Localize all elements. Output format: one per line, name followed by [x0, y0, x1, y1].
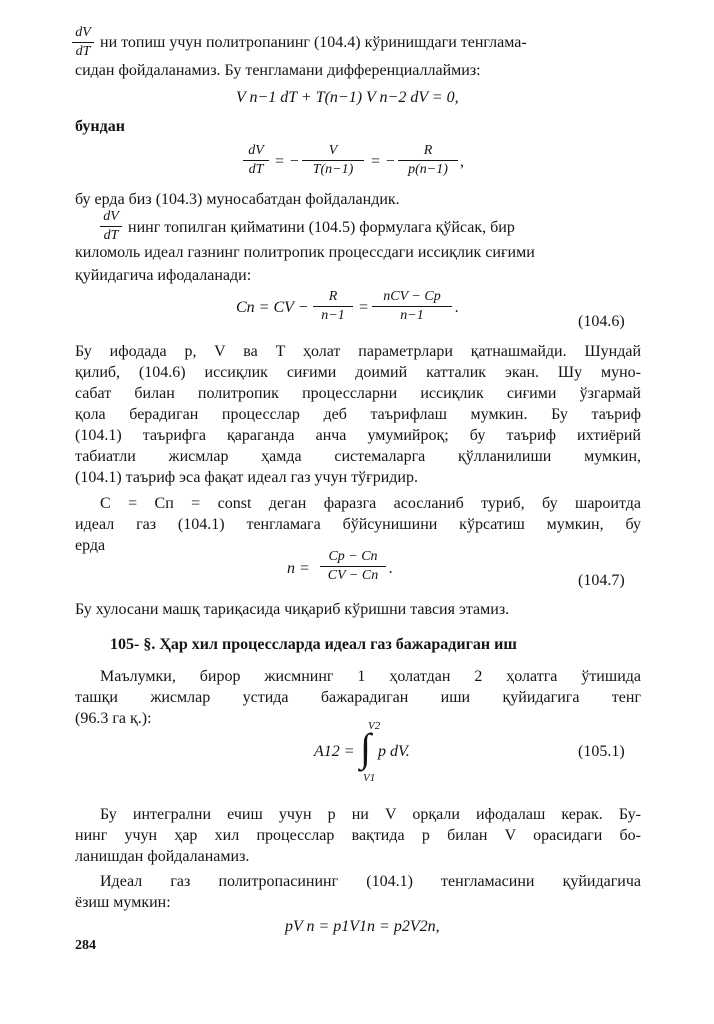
- heat-fraction: [100, 209, 122, 244]
- section-heading: 105- §. Ҳар хил процессларда идеал газ бажарадиган иш: [110, 636, 517, 653]
- const-line-2: қилиб, (104.6) иссиқлик сиғими доимий катталик экан. Шу муно-: [75, 364, 641, 381]
- heat-line-1: нинг топилган қийматини (104.5) формулага қўйсак, бир: [128, 219, 515, 236]
- intro-fraction: [72, 25, 94, 60]
- ratio-rhs-fraction: [398, 143, 458, 178]
- note-104-3: бу ерда биз (104.3) муносабатдан фойдаландик.: [75, 191, 400, 208]
- const-line-3: сабат билан политропик процессларни иссиқлик сиғими ўзгармай: [75, 385, 641, 402]
- eq-1051-integrand: p dV.: [378, 743, 410, 760]
- ratio-mid-num: V: [328, 143, 338, 158]
- eq-1051-lhs: A12 =: [314, 743, 355, 760]
- intro-frac-num: dV: [75, 25, 91, 40]
- integral-line-2: нинг учун ҳар хил процесслар вақтида p билан V орасидаги бо-: [75, 827, 641, 844]
- const-line-4: қола берадиган процесслар деб таърифлаш мумкин. Бу таъриф: [75, 406, 641, 423]
- equation-differential: V n−1 dT + T(n−1) V n−2 dV = 0,: [236, 89, 459, 106]
- intro-line-2: сидан фойдаланамиз. Бу тенгламани дифференциаллаймиз:: [75, 62, 481, 79]
- eq-1051-lower-limit: V1: [363, 772, 376, 784]
- ratio-lhs-fraction: [243, 143, 269, 178]
- integral-line-1: Бу интегрални ечиш учун p ни V орқали ифодалаш керак. Бу-: [100, 806, 641, 823]
- heat-frac-num: dV: [103, 209, 119, 224]
- integral-sign: ∫: [360, 725, 371, 770]
- const-line-5: (104.1) таърифга қараганда анча умумийроқ; бу таъриф ихтиёрий: [75, 427, 641, 444]
- integral-line-3: ланишдан фойдаланамиз.: [75, 848, 250, 865]
- assume-line-1: C = Cп = const деган фаразга асосланиб туриб, бу шароитда: [100, 495, 641, 512]
- ratio-eq-sign-2: = −: [370, 153, 396, 170]
- work-line-3: (96.3 га қ.):: [75, 710, 152, 727]
- word-bundan: бундан: [75, 118, 125, 135]
- eq-polytrope: pV n = p1V1n = p2V2n,: [285, 918, 440, 935]
- eq-1046-tail: .: [455, 299, 459, 316]
- eq-1047-num: Cp − Cп: [328, 549, 378, 564]
- intro-line-1: ни топиш учун политропанинг (104.4) кўринишдаги тенглама-: [100, 34, 527, 51]
- eq-1046-f2-den: n−1: [400, 308, 424, 323]
- eq-1046-equals: =: [358, 299, 369, 316]
- ratio-tail: ,: [460, 153, 464, 170]
- eq-1046-frac-2: [372, 289, 452, 324]
- ratio-rhs-den: p(n−1): [408, 162, 448, 177]
- eq-1046-lhs: Cп = CV −: [236, 299, 309, 316]
- eq-1046-frac-1: [313, 289, 353, 324]
- eq-1047-number: (104.7): [578, 572, 625, 589]
- intro-frac-den: dT: [75, 44, 91, 59]
- exercise-note: Бу хулосани машқ тариқасида чиқариб кўришни тавсия этамиз.: [75, 601, 510, 618]
- ratio-lhs-num: dV: [248, 143, 264, 158]
- assume-line-2: идеал газ (104.1) тенгламага бўйсунишини кўрсатиш мумкин, бу: [75, 516, 641, 533]
- eq-1046-number: (104.6): [578, 313, 625, 330]
- eq-1047-tail: .: [389, 560, 393, 577]
- eq-1047-fraction: [320, 549, 386, 584]
- heat-frac-den: dT: [103, 228, 119, 243]
- page-number: 284: [75, 938, 96, 953]
- eq-1046-f1-den: n−1: [321, 308, 345, 323]
- work-line-1: Маълумки, бирор жисмнинг 1 ҳолатдан 2 ҳолатга ўтишида: [100, 668, 641, 685]
- heat-line-3: қуйидагича ифодаланади:: [75, 267, 252, 284]
- const-line-1: Бу ифодада p, V ва T ҳолат параметрлари қатнашмайди. Шундай: [75, 343, 641, 360]
- poly-line-2: ёзиш мумкин:: [75, 894, 171, 911]
- eq-1046-f1-num: R: [328, 289, 338, 304]
- ratio-rhs-num: R: [423, 143, 433, 158]
- eq-1051-number: (105.1): [578, 743, 625, 760]
- const-line-7: (104.1) таъриф эса фақат идеал газ учун тўғридир.: [75, 469, 418, 486]
- ratio-mid-den: T(n−1): [312, 162, 354, 177]
- eq-1051-upper-limit: V2: [368, 720, 381, 732]
- assume-line-3: ерда: [75, 537, 106, 554]
- ratio-mid-fraction: [302, 143, 364, 178]
- const-line-6: табиатли жисмлар ҳамда системаларга қўлланилиши мумкин,: [75, 448, 641, 465]
- eq-1046-f2-num: nCV − Cp: [383, 289, 441, 304]
- work-line-2: ташқи жисмлар устида бажарадиган иши қуйидагига тенг: [75, 689, 641, 706]
- heat-line-2: киломоль идеал газнинг политропик процессдаги иссиқлик сиғими: [75, 244, 535, 261]
- ratio-eq-sign-1: = −: [274, 153, 300, 170]
- eq-1047-lhs: n =: [287, 560, 310, 577]
- ratio-lhs-den: dT: [248, 162, 264, 177]
- eq-1047-den: CV − Cп: [327, 568, 379, 583]
- poly-line-1: Идеал газ политропасининг (104.1) тенгламасини қуйидагича: [100, 873, 641, 890]
